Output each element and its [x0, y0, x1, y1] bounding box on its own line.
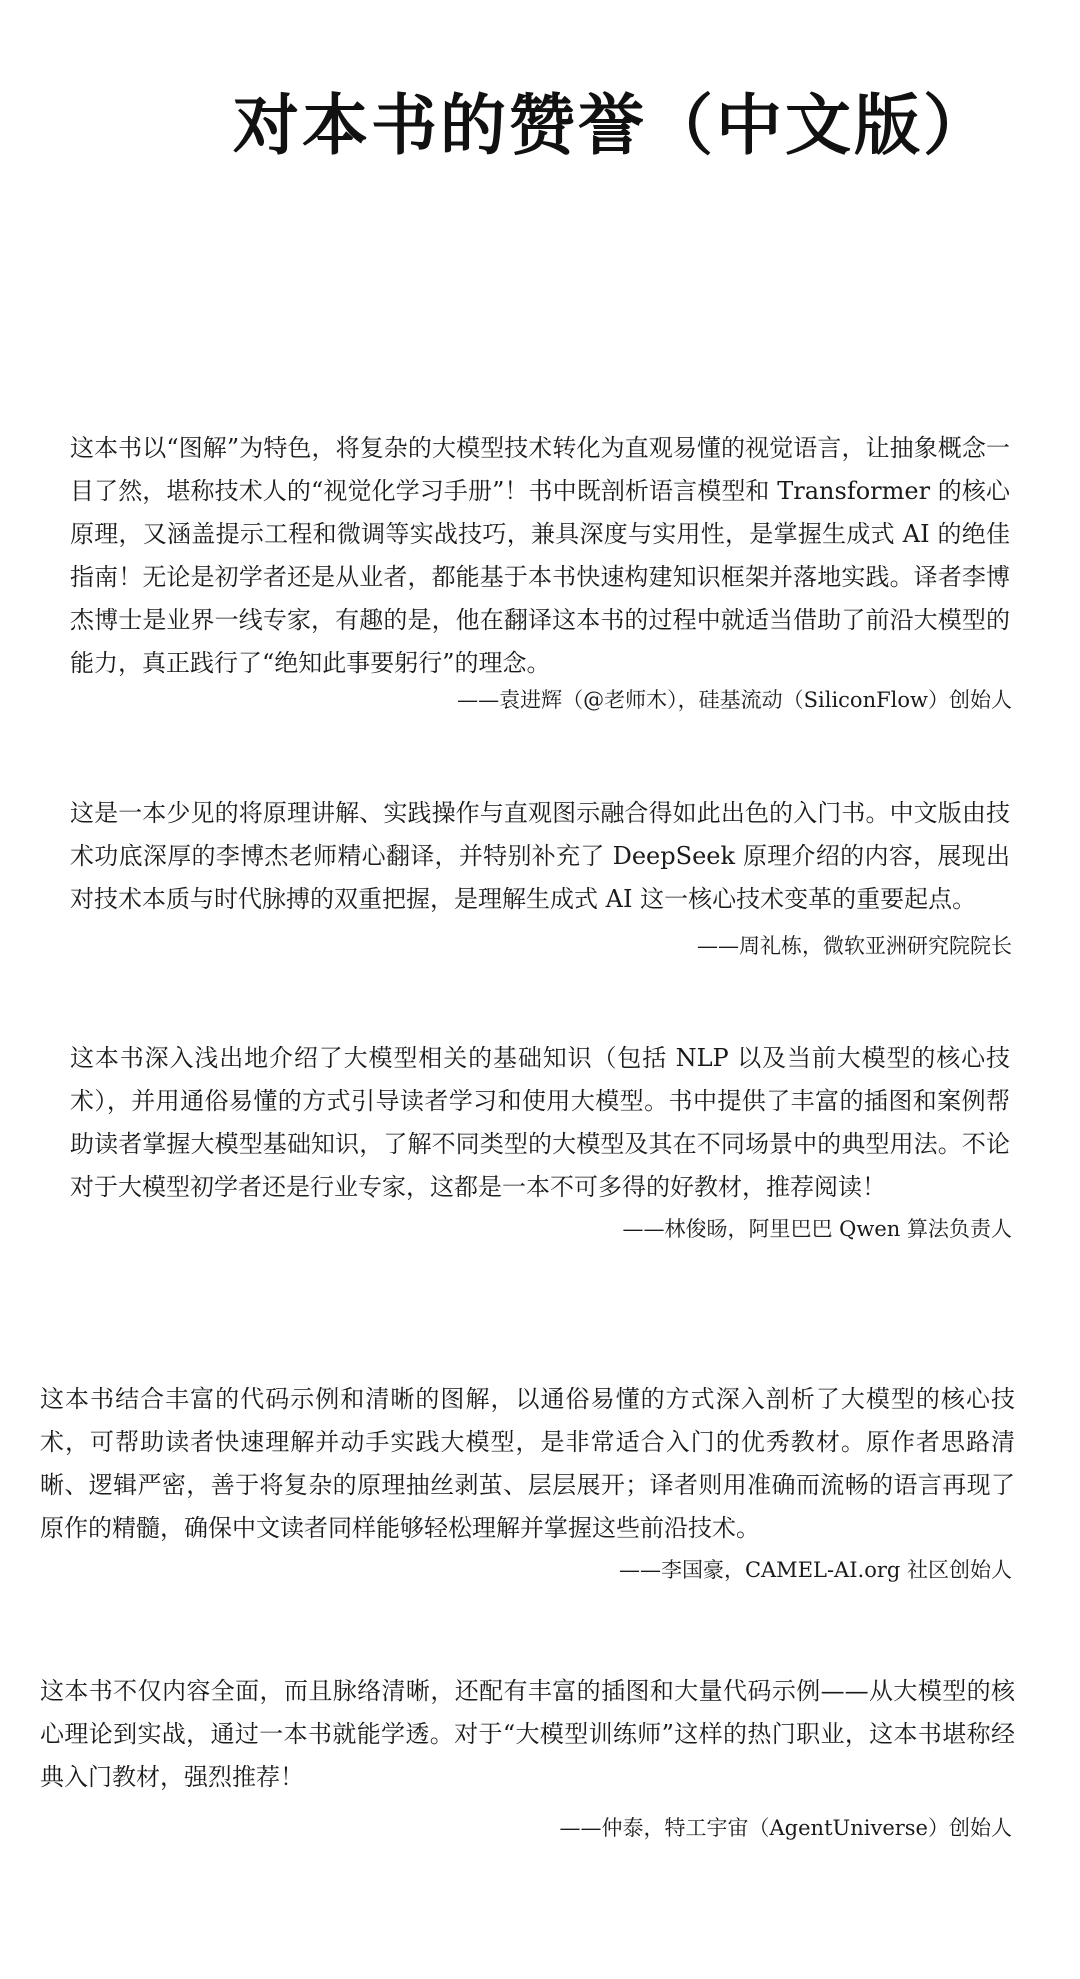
review-5 [0, 1670, 1080, 1840]
review-1 [0, 427, 1080, 712]
review-attribution: ——林俊旸，阿里巴巴 Qwen 算法负责人 [622, 1217, 1012, 1241]
review-attribution: ——李国豪，CAMEL-AI.org 社区创始人 [618, 1558, 1012, 1582]
review-4 [0, 1378, 1080, 1582]
review-text: 这本书结合丰富的代码示例和清晰的图解，以通俗易懂的方式深入剖析了大模型的核心技术，可帮助读者快速理解并动手实践大模型，是非常适合入门的优秀教材。原作者思路清晰、逻辑严密，善于将复杂的原理抽丝剥茧、层层展开；译者则用准确而流畅的语言再现了原作的精髓，确保中文读者同样能够轻松理解并掌握这些前沿技术。 [40, 1385, 1015, 1542]
page-title: 对本书的赞誉（中文版） [233, 87, 992, 164]
review-attribution: ——周礼栋，微软亚洲研究院院长 [697, 934, 1012, 958]
review-text: 这本书以“图解”为特色，将复杂的大模型技术转化为直观易懂的视觉语言，让抽象概念一目了然，堪称技术人的“视觉化学习手册”！书中既剖析语言模型和 Transformer 的核心原理，又涵盖提示工程和微调等实战技巧，兼具深度与实用性，是掌握生成式 AI 的绝佳指南！无论是初学者还是从业者，都能基于本书快速构建知识框架并落地实践。译者李博杰博士是业界一线专家，有趣的是，他在翻译这本书的过程中就适当借助了前沿大模型的能力，真正践行了“绝知此事要躬行”的理念。 [70, 434, 1010, 677]
review-3 [0, 1037, 1080, 1241]
review-2 [0, 792, 1080, 958]
review-text: 这是一本少见的将原理讲解、实践操作与直观图示融合得如此出色的入门书。中文版由技术功底深厚的李博杰老师精心翻译，并特别补充了 DeepSeek 原理介绍的内容，展现出对技术本质与时代脉搏的双重把握，是理解生成式 AI 这一核心技术变革的重要起点。 [70, 799, 1010, 913]
review-text: 这本书不仅内容全面，而且脉络清晰，还配有丰富的插图和大量代码示例——从大模型的核心理论到实战，通过一本书就能学透。对于“大模型训练师”这样的热门职业，这本书堪称经典入门教材，强烈推荐！ [40, 1677, 1015, 1791]
review-text: 这本书深入浅出地介绍了大模型相关的基础知识（包括 NLP 以及当前大模型的核心技术），并用通俗易懂的方式引导读者学习和使用大模型。书中提供了丰富的插图和案例帮助读者掌握大模型基础知识，了解不同类型的大模型及其在不同场景中的典型用法。不论对于大模型初学者还是行业专家，这都是一本不可多得的好教材，推荐阅读！ [70, 1044, 1010, 1201]
review-attribution: ——仲泰，特工宇宙（AgentUniverse）创始人 [559, 1816, 1012, 1840]
review-attribution: ——袁进辉（@老师木），硅基流动（SiliconFlow）创始人 [457, 688, 1012, 712]
